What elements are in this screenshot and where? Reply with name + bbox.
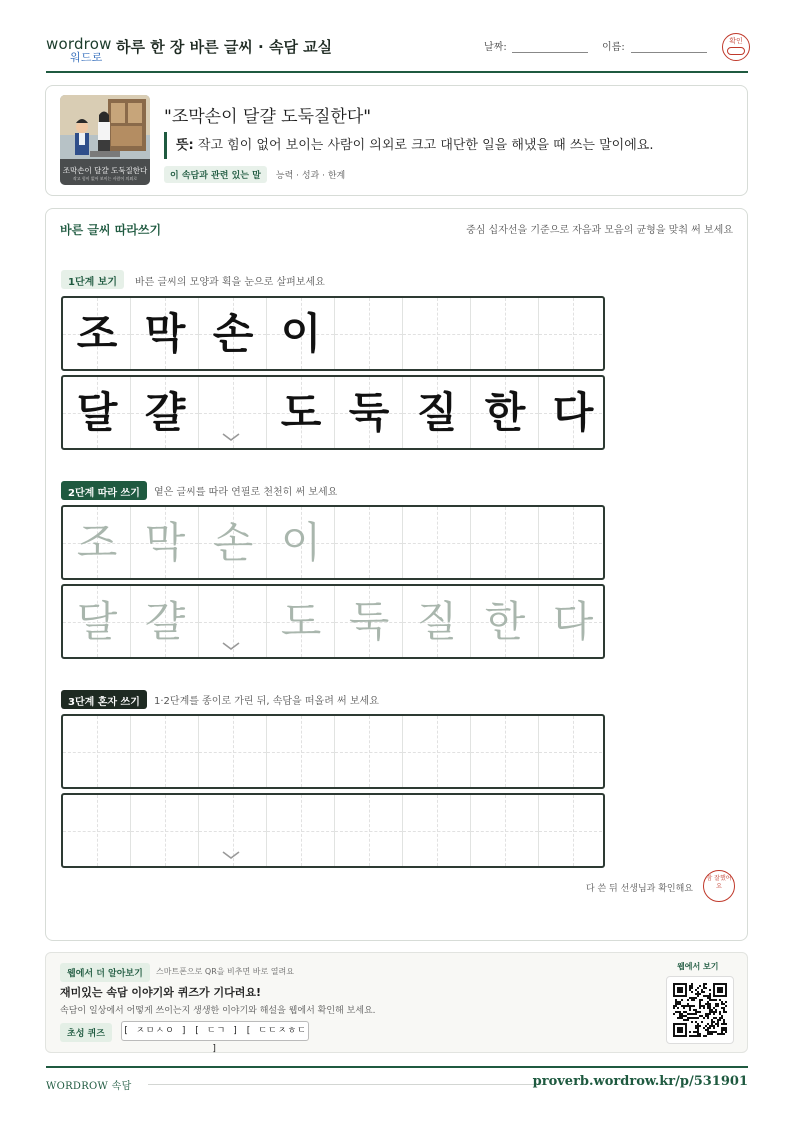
proverb-card xyxy=(45,85,748,196)
grid-character: 둑 xyxy=(348,597,390,646)
grid-cell xyxy=(267,377,335,448)
grid-character: 달 xyxy=(76,597,118,646)
illustration-caption: 조막손이 달걀 도둑질한다 xyxy=(62,166,148,175)
step-2-label: 2단계 따라 쓰기 xyxy=(61,481,147,500)
grid-cell[interactable] xyxy=(63,586,131,657)
web-more-box xyxy=(45,952,748,1053)
grid-character: 막 xyxy=(144,309,186,358)
grid-character: 한 xyxy=(484,597,526,646)
footer-url[interactable]: proverb.wordrow.kr/p/531901 xyxy=(532,1074,748,1089)
confirm-stamp xyxy=(722,33,750,61)
grid-cell[interactable] xyxy=(131,795,199,866)
grid-cell xyxy=(63,298,131,369)
grid-cell[interactable] xyxy=(539,716,605,787)
meaning-text: 작고 힘이 없어 보이는 사람이 의외로 크고 대단한 일을 해냈을 때 쓰는 말이에요. xyxy=(197,138,654,153)
grid-cell[interactable] xyxy=(63,507,131,578)
step-2-row-1[interactable] xyxy=(61,505,605,580)
good-job-stamp xyxy=(703,870,735,902)
qr-code-icon xyxy=(673,983,727,1037)
grid-cell[interactable] xyxy=(335,795,403,866)
logo-text: wordrow xyxy=(46,35,112,53)
grid-cell[interactable] xyxy=(199,716,267,787)
grid-cell[interactable] xyxy=(199,586,267,657)
name-field[interactable] xyxy=(631,52,707,53)
space-chevron-icon xyxy=(221,432,241,442)
grid-cell[interactable] xyxy=(471,716,539,787)
grid-cell xyxy=(131,298,199,369)
good-job-stamp-text: 참 잘했어요 xyxy=(706,875,732,890)
grid-character: 걀 xyxy=(144,388,186,437)
illustration-subcaption: 작고 힘이 없어 보이는 사람이 의외로 xyxy=(72,176,138,181)
grid-cell[interactable] xyxy=(471,586,539,657)
step-3-row-2[interactable] xyxy=(61,793,605,868)
footer-brand: WORDROW 속담 xyxy=(46,1081,132,1092)
chosung-quiz-tag: 초성 퀴즈 xyxy=(60,1023,112,1042)
grid-cell xyxy=(539,298,605,369)
grid-cell[interactable] xyxy=(335,507,403,578)
practice-hint: 중심 십자선을 기준으로 자음과 모음의 균형을 맞춰 써 보세요 xyxy=(466,225,733,236)
proverb-illustration xyxy=(60,95,150,185)
step-1-desc: 바른 글씨의 모양과 획을 눈으로 살펴보세요 xyxy=(135,277,325,288)
grid-cell xyxy=(335,298,403,369)
grid-character: 손 xyxy=(212,309,254,358)
step-2-desc: 옅은 글씨를 따라 연필로 천천히 써 보세요 xyxy=(154,487,338,498)
related-words xyxy=(164,164,345,179)
grid-character: 이 xyxy=(280,309,322,358)
grid-cell[interactable] xyxy=(63,716,131,787)
footer-line xyxy=(148,1084,542,1085)
practice-panel xyxy=(45,208,748,941)
grid-cell[interactable] xyxy=(335,716,403,787)
grid-cell xyxy=(63,377,131,448)
grid-cell[interactable] xyxy=(267,795,335,866)
grid-cell[interactable] xyxy=(267,716,335,787)
web-headline: 재미있는 속담 이야기와 퀴즈가 기다려요! xyxy=(60,986,261,999)
grid-cell[interactable] xyxy=(539,586,605,657)
grid-character: 막 xyxy=(144,518,186,567)
step-3-desc: 1·2단계를 종이로 가린 뒤, 속담을 떠올려 써 보세요 xyxy=(154,696,379,707)
grid-cell[interactable] xyxy=(471,795,539,866)
teacher-check-note: 다 쓴 뒤 선생님과 확인해요 xyxy=(585,884,693,894)
grid-cell[interactable] xyxy=(403,795,471,866)
grid-cell xyxy=(539,377,605,448)
meaning-label: 뜻: xyxy=(176,138,194,153)
page-title: 하루 한 장 바른 글씨 · 속담 교실 xyxy=(116,38,333,56)
related-tag: 이 속담과 관련 있는 말 xyxy=(164,166,267,183)
grid-character: 손 xyxy=(212,518,254,567)
web-more-subtext: 스마트폰으로 QR을 비추면 바로 열려요 xyxy=(156,967,294,976)
grid-cell xyxy=(471,298,539,369)
grid-cell[interactable] xyxy=(471,507,539,578)
grid-character: 한 xyxy=(484,388,526,437)
grid-cell[interactable] xyxy=(335,586,403,657)
grid-cell xyxy=(403,298,471,369)
grid-character: 걀 xyxy=(144,597,186,646)
grid-cell[interactable] xyxy=(199,795,267,866)
step-1-row-1 xyxy=(61,296,605,371)
grid-cell[interactable] xyxy=(403,507,471,578)
wordrow-logo xyxy=(46,35,112,64)
qr-label: 웹에서 보기 xyxy=(677,962,719,971)
grid-cell[interactable] xyxy=(131,716,199,787)
date-label: 날짜: xyxy=(484,42,507,53)
step-1-label: 1단계 보기 xyxy=(61,270,124,289)
grid-character: 달 xyxy=(76,388,118,437)
name-label: 이름: xyxy=(602,42,625,53)
grid-cell[interactable] xyxy=(539,507,605,578)
grid-character: 도 xyxy=(280,388,322,437)
grid-cell[interactable] xyxy=(267,507,335,578)
page-header xyxy=(46,30,748,70)
date-field[interactable] xyxy=(512,52,588,53)
footer-divider xyxy=(46,1066,748,1068)
grid-cell[interactable] xyxy=(403,586,471,657)
grid-character: 조 xyxy=(76,518,118,567)
stamp-inner-mark xyxy=(727,47,745,55)
grid-character: 도 xyxy=(280,597,322,646)
header-divider xyxy=(46,71,748,73)
grid-cell xyxy=(199,377,267,448)
logo-subtext: 워드로 xyxy=(70,51,103,64)
grid-cell xyxy=(199,298,267,369)
grid-cell xyxy=(335,377,403,448)
practice-title: 바른 글씨 따라쓰기 xyxy=(60,223,162,237)
grid-cell[interactable] xyxy=(199,507,267,578)
space-chevron-icon xyxy=(221,850,241,860)
grid-cell xyxy=(131,377,199,448)
step-1-row-2 xyxy=(61,375,605,450)
space-chevron-icon xyxy=(221,641,241,651)
grid-cell[interactable] xyxy=(539,795,605,866)
grid-cell[interactable] xyxy=(403,716,471,787)
grid-cell[interactable] xyxy=(267,586,335,657)
step-3-label: 3단계 혼자 쓰기 xyxy=(61,690,147,709)
grid-cell xyxy=(471,377,539,448)
grid-character: 질 xyxy=(416,597,458,646)
grid-cell xyxy=(403,377,471,448)
proverb-text: "조막손이 달걀 도둑질한다" xyxy=(164,107,372,127)
grid-character: 조 xyxy=(76,309,118,358)
grid-character: 이 xyxy=(280,518,322,567)
grid-cell[interactable] xyxy=(131,586,199,657)
qr-code[interactable] xyxy=(666,976,734,1044)
web-more-tag: 웹에서 더 알아보기 xyxy=(60,963,150,982)
chosung-quiz-box: [ ㅈㅁㅅㅇ ] [ ㄷㄱ ] [ ㄷㄷㅈㅎㄷ ] xyxy=(121,1021,309,1041)
step-2-row-2[interactable] xyxy=(61,584,605,659)
grid-character: 질 xyxy=(416,388,458,437)
grid-character: 둑 xyxy=(348,388,390,437)
grid-cell[interactable] xyxy=(131,507,199,578)
proverb-meaning xyxy=(164,132,653,159)
confirm-stamp-text: 확인 xyxy=(729,37,743,45)
grid-cell[interactable] xyxy=(63,795,131,866)
grid-cell xyxy=(267,298,335,369)
grid-character: 다 xyxy=(552,388,594,437)
related-word-list: 능력 · 성과 · 한계 xyxy=(275,171,346,181)
grid-character: 다 xyxy=(552,597,594,646)
step-3-row-1[interactable] xyxy=(61,714,605,789)
web-description: 속담이 일상에서 어떻게 쓰이는지 생생한 이야기와 해설을 웹에서 확인해 보세요. xyxy=(60,1006,376,1016)
